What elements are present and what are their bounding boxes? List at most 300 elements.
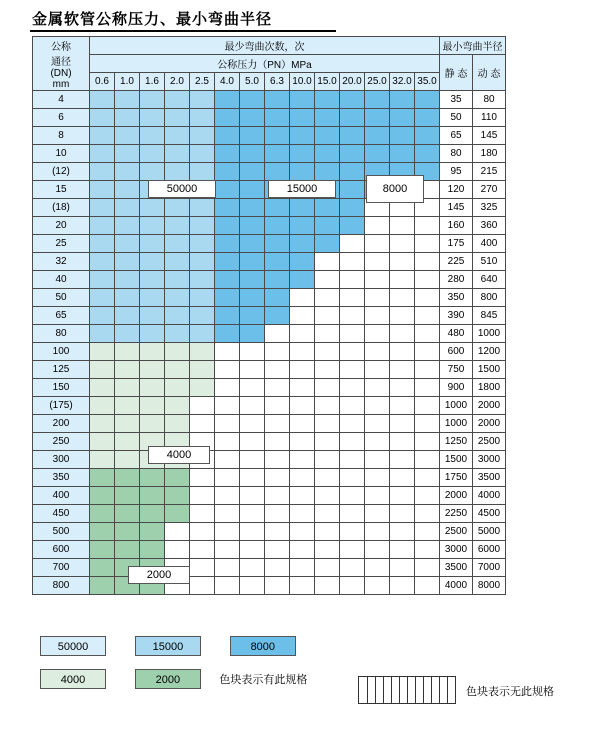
cell-10.0	[290, 163, 315, 181]
table-row	[33, 505, 506, 523]
cell-6.3	[265, 433, 290, 451]
cell-5.0	[240, 361, 265, 379]
cell-20.0	[340, 289, 365, 307]
cell-2.0	[165, 343, 190, 361]
cell-25.0	[365, 343, 390, 361]
cell-20.0	[340, 163, 365, 181]
static-radius: 1000	[440, 397, 473, 415]
static-radius: 750	[440, 361, 473, 379]
table-row	[33, 271, 506, 289]
dynamic-radius: 360	[473, 217, 506, 235]
cell-6.3	[265, 127, 290, 145]
cell-6.3	[265, 361, 290, 379]
static-radius: 480	[440, 325, 473, 343]
dn-value: 20	[33, 217, 90, 235]
cell-0.6	[90, 307, 115, 325]
cell-20.0	[340, 145, 365, 163]
table-row	[33, 253, 506, 271]
dynamic-header: 动 态	[473, 55, 506, 91]
cell-0.6	[90, 433, 115, 451]
cell-6.3	[265, 505, 290, 523]
dynamic-radius: 7000	[473, 559, 506, 577]
cell-4.0	[215, 361, 240, 379]
bend-radius-header: 最小弯曲半径	[440, 37, 506, 55]
cell-32.0	[390, 307, 415, 325]
cell-2.0	[165, 325, 190, 343]
no-spec-swatch	[358, 676, 456, 704]
cell-0.6	[90, 451, 115, 469]
cell-1.6	[140, 289, 165, 307]
cell-1.6	[140, 523, 165, 541]
cell-0.6	[90, 253, 115, 271]
dn-value: 40	[33, 271, 90, 289]
cell-10.0	[290, 145, 315, 163]
table-row	[33, 487, 506, 505]
cell-1.6	[140, 415, 165, 433]
legend-chip-50000: 50000	[40, 636, 106, 656]
dynamic-radius: 3000	[473, 451, 506, 469]
cell-1.6	[140, 145, 165, 163]
static-header: 静 态	[440, 55, 473, 91]
table-row	[33, 307, 506, 325]
dynamic-radius: 4500	[473, 505, 506, 523]
cell-20.0	[340, 325, 365, 343]
pressure-col-2.0: 2.0	[165, 73, 190, 91]
cell-15.0	[315, 559, 340, 577]
cell-10.0	[290, 451, 315, 469]
cell-5.0	[240, 307, 265, 325]
cell-20.0	[340, 505, 365, 523]
hatch-line	[415, 677, 416, 703]
cell-10.0	[290, 127, 315, 145]
cell-0.6	[90, 559, 115, 577]
legend-has-spec-text: 色块表示有此规格	[219, 674, 308, 686]
table-row	[33, 577, 506, 595]
dn-value: (175)	[33, 397, 90, 415]
dn-value: (18)	[33, 199, 90, 217]
cell-35.0	[415, 253, 440, 271]
dynamic-radius: 800	[473, 289, 506, 307]
dn-line-3: (DN)	[50, 67, 72, 79]
cell-25.0	[365, 523, 390, 541]
cell-25.0	[365, 253, 390, 271]
cell-1.6	[140, 325, 165, 343]
cell-5.0	[240, 163, 265, 181]
cell-25.0	[365, 433, 390, 451]
cell-10.0	[290, 415, 315, 433]
cell-2.0	[165, 217, 190, 235]
table-row	[33, 361, 506, 379]
cell-35.0	[415, 289, 440, 307]
overlay-8000: 8000	[366, 175, 424, 203]
cell-35.0	[415, 109, 440, 127]
cell-1.0	[115, 253, 140, 271]
cell-0.6	[90, 235, 115, 253]
static-radius: 1750	[440, 469, 473, 487]
hatch-line	[367, 677, 368, 703]
cell-35.0	[415, 271, 440, 289]
cell-32.0	[390, 505, 415, 523]
cell-1.0	[115, 523, 140, 541]
cell-1.0	[115, 343, 140, 361]
cell-10.0	[290, 577, 315, 595]
cell-4.0	[215, 343, 240, 361]
legend-row-1	[40, 636, 570, 656]
cell-15.0	[315, 469, 340, 487]
static-radius: 3500	[440, 559, 473, 577]
cell-15.0	[315, 361, 340, 379]
dn-value: 65	[33, 307, 90, 325]
static-radius: 350	[440, 289, 473, 307]
cell-15.0	[315, 91, 340, 109]
cell-2.0	[165, 91, 190, 109]
cell-20.0	[340, 469, 365, 487]
cell-5.0	[240, 541, 265, 559]
dn-value: 400	[33, 487, 90, 505]
cell-35.0	[415, 217, 440, 235]
cell-5.0	[240, 559, 265, 577]
cell-6.3	[265, 91, 290, 109]
cell-32.0	[390, 379, 415, 397]
dn-value: 200	[33, 415, 90, 433]
cell-15.0	[315, 271, 340, 289]
cell-20.0	[340, 217, 365, 235]
cell-10.0	[290, 505, 315, 523]
static-radius: 95	[440, 163, 473, 181]
cell-4.0	[215, 199, 240, 217]
cell-25.0	[365, 361, 390, 379]
static-radius: 2250	[440, 505, 473, 523]
cell-32.0	[390, 541, 415, 559]
dn-value: 50	[33, 289, 90, 307]
cell-5.0	[240, 217, 265, 235]
dn-value: 80	[33, 325, 90, 343]
overlay-15000: 15000	[268, 180, 336, 198]
cell-4.0	[215, 325, 240, 343]
cell-10.0	[290, 541, 315, 559]
table-row	[33, 235, 506, 253]
cell-0.6	[90, 271, 115, 289]
dn-value: 800	[33, 577, 90, 595]
cell-20.0	[340, 181, 365, 199]
cell-6.3	[265, 163, 290, 181]
cell-1.6	[140, 541, 165, 559]
cell-1.6	[140, 361, 165, 379]
cell-1.6	[140, 91, 165, 109]
static-radius: 900	[440, 379, 473, 397]
dynamic-radius: 3500	[473, 469, 506, 487]
legend-chip-4000: 4000	[40, 669, 106, 689]
cell-35.0	[415, 433, 440, 451]
cell-5.0	[240, 199, 265, 217]
cell-32.0	[390, 217, 415, 235]
cell-2.0	[165, 145, 190, 163]
cell-1.0	[115, 271, 140, 289]
cell-2.5	[190, 379, 215, 397]
dynamic-radius: 2500	[473, 433, 506, 451]
static-radius: 65	[440, 127, 473, 145]
static-radius: 4000	[440, 577, 473, 595]
cell-10.0	[290, 487, 315, 505]
cell-1.0	[115, 307, 140, 325]
cell-1.0	[115, 325, 140, 343]
cell-4.0	[215, 505, 240, 523]
cell-1.6	[140, 235, 165, 253]
cell-2.5	[190, 145, 215, 163]
cell-4.0	[215, 127, 240, 145]
cell-20.0	[340, 559, 365, 577]
cell-0.6	[90, 397, 115, 415]
cell-5.0	[240, 127, 265, 145]
dynamic-radius: 80	[473, 91, 506, 109]
cell-2.5	[190, 307, 215, 325]
cell-5.0	[240, 253, 265, 271]
dn-value: 450	[33, 505, 90, 523]
cell-25.0	[365, 325, 390, 343]
cell-0.6	[90, 361, 115, 379]
cell-5.0	[240, 433, 265, 451]
cell-5.0	[240, 487, 265, 505]
dynamic-radius: 845	[473, 307, 506, 325]
cell-15.0	[315, 325, 340, 343]
static-radius: 145	[440, 199, 473, 217]
dynamic-radius: 400	[473, 235, 506, 253]
cell-0.6	[90, 379, 115, 397]
hatch-line	[439, 677, 440, 703]
table-row	[33, 523, 506, 541]
cell-2.5	[190, 577, 215, 595]
cell-4.0	[215, 145, 240, 163]
cell-0.6	[90, 91, 115, 109]
cell-15.0	[315, 505, 340, 523]
cell-15.0	[315, 451, 340, 469]
static-radius: 50	[440, 109, 473, 127]
dn-value: 125	[33, 361, 90, 379]
pressure-col-0.6: 0.6	[90, 73, 115, 91]
dynamic-radius: 325	[473, 199, 506, 217]
cell-2.5	[190, 469, 215, 487]
static-radius: 390	[440, 307, 473, 325]
cell-2.5	[190, 343, 215, 361]
cell-1.0	[115, 289, 140, 307]
cell-2.0	[165, 523, 190, 541]
cell-20.0	[340, 235, 365, 253]
cell-6.3	[265, 235, 290, 253]
static-radius: 600	[440, 343, 473, 361]
cell-6.3	[265, 397, 290, 415]
cell-5.0	[240, 109, 265, 127]
cell-2.5	[190, 505, 215, 523]
cell-1.6	[140, 379, 165, 397]
cell-2.0	[165, 271, 190, 289]
cell-32.0	[390, 361, 415, 379]
cell-6.3	[265, 469, 290, 487]
legend-chip-15000: 15000	[135, 636, 201, 656]
cell-1.6	[140, 163, 165, 181]
dn-value: 250	[33, 433, 90, 451]
cell-0.6	[90, 325, 115, 343]
table-row	[33, 559, 506, 577]
hatch-line	[399, 677, 400, 703]
cell-15.0	[315, 145, 340, 163]
cell-20.0	[340, 271, 365, 289]
table-row	[33, 127, 506, 145]
cell-10.0	[290, 469, 315, 487]
cell-1.0	[115, 361, 140, 379]
cell-15.0	[315, 163, 340, 181]
hatch-line	[423, 677, 424, 703]
legend-no-spec-text: 色块表示无此规格	[466, 686, 554, 698]
table-row	[33, 199, 506, 217]
cell-1.0	[115, 199, 140, 217]
cell-2.5	[190, 361, 215, 379]
dn-value: 150	[33, 379, 90, 397]
cell-35.0	[415, 559, 440, 577]
cell-1.0	[115, 487, 140, 505]
cell-2.0	[165, 487, 190, 505]
cell-6.3	[265, 415, 290, 433]
cell-2.5	[190, 415, 215, 433]
static-radius: 35	[440, 91, 473, 109]
cell-1.0	[115, 469, 140, 487]
static-radius: 120	[440, 181, 473, 199]
header-row-2	[33, 55, 506, 73]
cell-10.0	[290, 217, 315, 235]
cell-32.0	[390, 271, 415, 289]
cell-5.0	[240, 181, 265, 199]
cell-25.0	[365, 577, 390, 595]
cell-25.0	[365, 289, 390, 307]
static-radius: 1500	[440, 451, 473, 469]
cell-10.0	[290, 307, 315, 325]
cell-10.0	[290, 91, 315, 109]
cell-4.0	[215, 487, 240, 505]
cell-35.0	[415, 325, 440, 343]
cell-2.5	[190, 253, 215, 271]
cell-20.0	[340, 379, 365, 397]
cell-35.0	[415, 469, 440, 487]
cell-0.6	[90, 523, 115, 541]
cell-2.5	[190, 487, 215, 505]
cell-15.0	[315, 217, 340, 235]
cell-35.0	[415, 415, 440, 433]
legend-chip-8000: 8000	[230, 636, 296, 656]
cell-1.0	[115, 127, 140, 145]
cell-4.0	[215, 523, 240, 541]
cell-10.0	[290, 199, 315, 217]
cell-32.0	[390, 451, 415, 469]
cell-2.0	[165, 505, 190, 523]
title-underline	[30, 30, 336, 32]
cell-15.0	[315, 487, 340, 505]
cell-6.3	[265, 541, 290, 559]
cell-4.0	[215, 217, 240, 235]
cell-35.0	[415, 451, 440, 469]
table-row	[33, 469, 506, 487]
cell-1.0	[115, 505, 140, 523]
cell-5.0	[240, 451, 265, 469]
cell-4.0	[215, 253, 240, 271]
cell-1.0	[115, 145, 140, 163]
table-row	[33, 91, 506, 109]
cell-25.0	[365, 469, 390, 487]
cell-35.0	[415, 91, 440, 109]
cell-4.0	[215, 541, 240, 559]
cell-0.6	[90, 199, 115, 217]
cell-1.6	[140, 469, 165, 487]
dynamic-radius: 1000	[473, 325, 506, 343]
cell-1.6	[140, 487, 165, 505]
cell-2.5	[190, 163, 215, 181]
overlay-4000: 4000	[148, 446, 210, 464]
cell-2.5	[190, 271, 215, 289]
cell-20.0	[340, 433, 365, 451]
cell-35.0	[415, 307, 440, 325]
cell-0.6	[90, 217, 115, 235]
cell-5.0	[240, 289, 265, 307]
cell-35.0	[415, 397, 440, 415]
dynamic-radius: 5000	[473, 523, 506, 541]
cell-0.6	[90, 487, 115, 505]
table-row	[33, 325, 506, 343]
pressure-col-1.0: 1.0	[115, 73, 140, 91]
cell-25.0	[365, 271, 390, 289]
cell-6.3	[265, 307, 290, 325]
cell-4.0	[215, 415, 240, 433]
dynamic-radius: 110	[473, 109, 506, 127]
cell-4.0	[215, 163, 240, 181]
cell-15.0	[315, 343, 340, 361]
static-radius: 225	[440, 253, 473, 271]
cell-25.0	[365, 145, 390, 163]
cell-5.0	[240, 469, 265, 487]
pressure-col-15.0: 15.0	[315, 73, 340, 91]
spec-table	[32, 36, 506, 595]
dn-value: (12)	[33, 163, 90, 181]
cell-10.0	[290, 109, 315, 127]
cell-2.5	[190, 325, 215, 343]
cell-2.0	[165, 541, 190, 559]
table-row	[33, 289, 506, 307]
cell-2.0	[165, 469, 190, 487]
cell-5.0	[240, 271, 265, 289]
cell-5.0	[240, 505, 265, 523]
cell-5.0	[240, 415, 265, 433]
dn-value: 100	[33, 343, 90, 361]
cell-10.0	[290, 289, 315, 307]
cell-1.6	[140, 217, 165, 235]
cell-15.0	[315, 127, 340, 145]
overlay-2000: 2000	[128, 566, 190, 584]
cell-2.0	[165, 235, 190, 253]
cell-6.3	[265, 379, 290, 397]
table-row	[33, 433, 506, 451]
hatch-line	[407, 677, 408, 703]
cell-2.5	[190, 397, 215, 415]
cell-15.0	[315, 109, 340, 127]
hatch-line	[447, 677, 448, 703]
cell-4.0	[215, 181, 240, 199]
cell-25.0	[365, 109, 390, 127]
dynamic-radius: 215	[473, 163, 506, 181]
cell-4.0	[215, 433, 240, 451]
cell-2.5	[190, 289, 215, 307]
cell-20.0	[340, 541, 365, 559]
cell-10.0	[290, 523, 315, 541]
cell-10.0	[290, 253, 315, 271]
cell-6.3	[265, 451, 290, 469]
static-radius: 2500	[440, 523, 473, 541]
